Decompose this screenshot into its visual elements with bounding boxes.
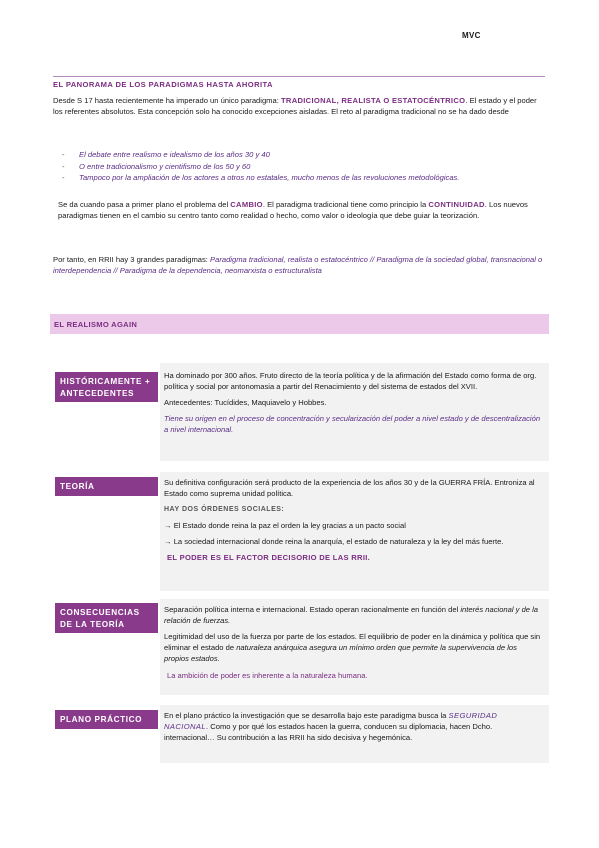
bullet-dash: -: [62, 161, 65, 171]
row-text-italic: interés nacional y de la relación de fuerzas.: [164, 605, 539, 625]
intro-paragraph: [53, 95, 545, 117]
row-content-historicamente: [164, 370, 542, 440]
change-text-b: . El paradigma tradicional tiene como principio la: [262, 200, 429, 209]
row-paragraph: Su definitiva configuración será producto de la experiencia de los años 30 y de la GUERRA FRÍA. Entroniza al Estado como suprema unidad política.: [164, 478, 535, 498]
row-text: Separación política interna e internacional. Estado operan racionalmente en función del: [164, 605, 461, 614]
change-text-c: . Los nuevos paradigmas tienen en el cambio su centro tanto como realidad o hecho, como valor o ideología que debe guiar la teorización.: [58, 200, 528, 220]
row-paragraph: → El Estado donde reina la paz el orden la ley gracias a un pacto social: [164, 521, 406, 530]
change-paragraph: [58, 199, 538, 221]
row-text-italic: naturaleza anárquica asegura un mínimo orden que permite la supervivencia de los propios estados.: [164, 643, 517, 663]
row-paragraph: Ha dominado por 300 años. Fruto directo de la teoría política y de la afirmación del Estado como forma de org. política y social por antonomasia a partir del Renacimiento y del sistema de estados del XVII.: [164, 371, 537, 391]
row-paragraph: [164, 604, 542, 626]
row-paragraph: [164, 710, 542, 743]
row-paragraph: Antecedentes: Tucídides, Maquiavelo y Hobbes.: [164, 398, 327, 407]
row-tag-plano-practico: PLANO PRÁCTICO: [55, 710, 158, 729]
document-header-code: MVC: [462, 31, 481, 40]
row-paragraph: [164, 631, 542, 664]
bullet-list: [62, 149, 542, 184]
row-text: Legitimidad del uso de la fuerza por parte de los estados. El equilibrio de poder en la dinámica y política que sin eliminar el estado de: [164, 632, 541, 652]
row-content-plano-practico: [164, 710, 542, 748]
list-item: [62, 172, 542, 184]
change-highlight: CAMBIO: [230, 200, 263, 209]
row-paragraph: Tiene su origen en el proceso de concentración y secularización del poder a nivel estado y de descentralización a nivel internacional.: [164, 414, 541, 434]
row-subheading: HAY DOS ÓRDENES SOCIALES:: [164, 506, 285, 513]
bullet-text: Tampoco por la ampliación de los actores a otros no estatales, mucho menos de las revoluciones metodológicas.: [79, 173, 460, 182]
paradigms-list: Paradigma tradicional, realista o estatocéntrico // Paradigma de la sociedad global, transnacional o interdependencia // Paradigma de la dependencia, neomarxista o estructuralista: [53, 255, 543, 275]
continuity-highlight: CONTINUIDAD: [428, 200, 485, 209]
change-text-a: Se da cuando pasa a primer plano el problema del: [58, 200, 231, 209]
bullet-text: O entre tradicionalismo y cientifismo de los 50 y 60: [79, 161, 251, 171]
intro-text-b: . El estado y el poder los referentes absolutos. Esta concepción solo ha conocido excepciones aisladas. El reto al paradigma tradicional no se ha dado desde: [53, 96, 537, 116]
row-content-teoria: [164, 477, 542, 568]
list-item: [62, 149, 542, 161]
section-title-paradigmas: EL PANORAMA DE LOS PARADIGMAS HASTA AHORITA: [53, 76, 545, 92]
row-content-consecuencias: [164, 604, 542, 686]
intro-highlight: TRADICIONAL, REALISTA O ESTATOCÉNTRICO: [280, 96, 466, 105]
row-tag-historicamente: HISTÓRICAMENTE + ANTECEDENTES: [55, 372, 158, 402]
row-paragraph: → La sociedad internacional donde reina la anarquía, el estado de naturaleza y la ley del más fuerte.: [164, 537, 504, 546]
paradigms-text: Por tanto, en RRII hay 3 grandes paradigmas:: [53, 255, 211, 264]
bullet-text: El debate entre realismo e idealismo de los años 30 y 40: [79, 150, 270, 159]
section-title-realismo: EL REALISMO AGAIN: [54, 320, 138, 329]
paradigms-paragraph: [53, 254, 545, 276]
list-item: [62, 161, 542, 173]
row-highlight: La ambición de poder es inherente a la naturaleza humana.: [167, 671, 368, 680]
row-text: . Como y por qué los estados hacen la guerra, conducen su diplomacia, hacen Dcho. internacional… Su contribución a las RRII ha sido decisiva y hegemónica.: [164, 722, 493, 742]
row-tag-teoria: TEORÍA: [55, 477, 158, 496]
row-text-highlight: SEGURIDAD NACIONAL: [164, 711, 498, 731]
row-highlight: EL PODER ES EL FACTOR DECISORIO DE LAS RRII.: [167, 553, 371, 562]
bullet-dash: -: [62, 173, 65, 182]
section-band-realismo: [50, 314, 549, 334]
row-text: En el plano práctico la investigación que se desarrolla bajo este paradigma busca la: [164, 711, 449, 720]
row-tag-consecuencias: CONSECUENCIAS DE LA TEORÍA: [55, 603, 158, 633]
bullet-dash: -: [62, 150, 65, 159]
intro-text-a: Desde S 17 hasta recientemente ha imperado un único paradigma:: [53, 96, 281, 105]
